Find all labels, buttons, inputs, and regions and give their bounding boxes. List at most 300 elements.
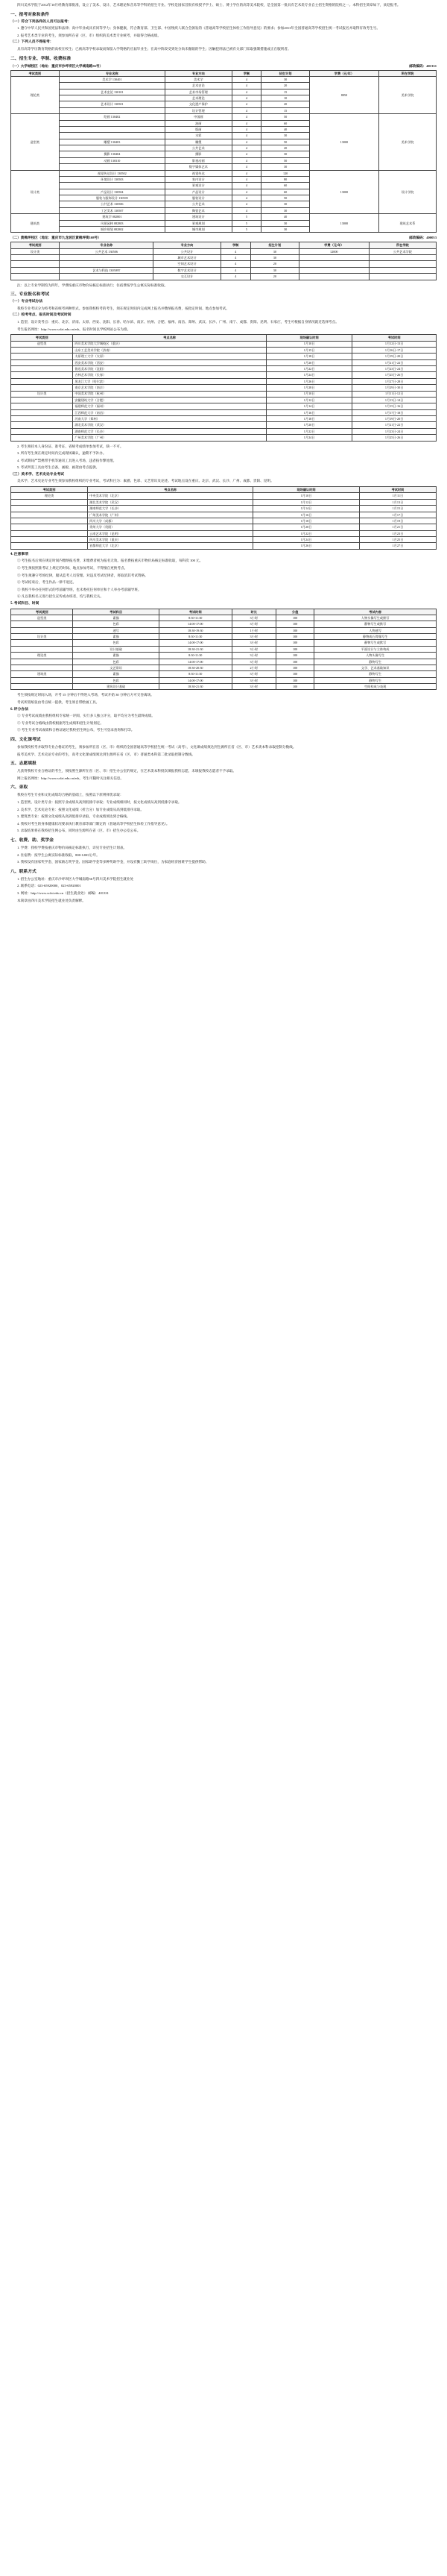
table-cell: 1月11日 (359, 493, 436, 499)
table-cell-plan: 30 (261, 207, 310, 213)
table-cell-years: 4 (232, 95, 261, 101)
table-header-cell: 考试类别 (11, 242, 60, 248)
table-row (11, 416, 437, 422)
table-cell: 4 (221, 267, 250, 273)
table-cell: 3小时 (232, 621, 276, 627)
table-cell-years: 4 (232, 107, 261, 113)
table-cell (11, 640, 73, 646)
table-cell: 14:00-17:00 (159, 621, 232, 627)
table-header-cell: 学费（元/年） (299, 242, 369, 248)
table-cell: 1月15日-16日 (352, 403, 437, 409)
table-cell: 湖南师范大学（长沙） (73, 428, 267, 434)
table-cell: 30 (250, 267, 299, 273)
section-3-p3: 考生报名网址：http://www.scfai.edu.cn/zsb，报名时间以学校网站公布为准。 (17, 327, 131, 331)
table-cell: 色彩 (73, 621, 159, 627)
table-cell-plan: 15 (261, 107, 310, 113)
table-cell: 3小时 (232, 671, 276, 677)
section-5-p1: 考生须按规定时间入场，开考 15 分钟后不得进入考场，考试开始 30 分钟后方可交卷离场。 (17, 693, 154, 697)
table-cell: 公共艺术学院 (369, 248, 436, 254)
intro-paragraph: 四川美术学院于2012年10月经教育部批准，设立了美术、设计、艺术理论和音乐等学科的招生专业。学校是国家首批有权授予学士、硕士、博士学位的高等美术院校，是全国第一批具有艺术类专业自主招生资格的院校之一。本科招生简章如下，欢迎报考。 (17, 3, 401, 7)
table-cell: 1月27日-28日 (352, 378, 437, 384)
table-cell-plan: 30 (261, 226, 310, 232)
table-cell: 8:30-11:30 (159, 615, 232, 621)
campus-2-info (10, 236, 437, 240)
table-cell: 湖北美术学院（武汉） (73, 422, 267, 428)
table-header-cell: 分值 (276, 609, 314, 615)
table-cell: 3小时 (232, 646, 276, 652)
table-cell (11, 506, 88, 512)
table-cell-fee: 13000 (309, 114, 378, 170)
table-row (11, 378, 437, 384)
table-cell-years: 4 (232, 120, 261, 126)
table-header-cell: 考试类别 (11, 335, 73, 341)
section-2-title: 二、招生专业、学制、收费标准 (10, 56, 72, 61)
table-cell: 静物或石膏像写生 (314, 634, 437, 640)
section-6-p2: 1. 造型类、设计类专业：按照专业成绩从高到低排序录取；专业成绩相同时，按文化成绩从高到低排序录取。 (17, 799, 182, 804)
section-3-sub2: （二）校考考点、报名时间及考试时间 (10, 313, 72, 318)
table-row (11, 543, 437, 549)
exam-site-table (10, 334, 437, 441)
campus-2-address: （二）黄桷坪校区（地址：重庆市九龙坡区黄桷坪街108号） (10, 236, 101, 240)
table-cell (11, 499, 88, 505)
table-cell (11, 378, 73, 384)
table-cell: 静物写生或默写 (314, 640, 437, 646)
table-cell: 文学、艺术基础知识 (314, 665, 437, 670)
table-cell: 1月17日 (359, 512, 436, 518)
table-cell (11, 627, 73, 633)
table-cell: 鲁迅美术学院（沈阳） (73, 366, 267, 372)
table-cell: 1月15日 (359, 506, 436, 512)
table-cell: 1月23日-24日 (352, 366, 437, 372)
table-cell: 4 (221, 274, 250, 280)
table-cell-years: 4 (232, 139, 261, 145)
table-cell: 四川美术学院（重庆） (88, 537, 253, 543)
section-4-p1: ① 考生报名后须在规定时间内缴纳报名费，未缴费者视为报名无效。报名费按重庆市物价局核定标准收取，每科次 100 元。 (17, 559, 203, 563)
section-1-title: 一、报考对象和条件 (10, 12, 50, 17)
table-cell: 30 (250, 248, 299, 254)
table-cell: 文艺常识 (73, 665, 159, 670)
table-cell: 太原理工大学（太原） (73, 354, 267, 359)
table-header-cell: 专业名称 (60, 242, 153, 248)
table-cell-direction: 视觉传达 (165, 170, 232, 176)
table-cell-major: 服装与服饰设计 130505 (59, 195, 165, 201)
table-cell (60, 274, 153, 280)
table-cell (11, 428, 73, 434)
table-cell (11, 403, 73, 409)
table-row (11, 391, 437, 397)
table-cell: 1月21日 (359, 524, 436, 530)
table-cell (11, 677, 73, 683)
table-cell: 空间艺术设计 (153, 261, 221, 267)
table-cell (11, 435, 73, 441)
table-cell: 100 (276, 671, 314, 677)
table-cell (11, 524, 88, 530)
table-cell-major: 建筑学 082801 (59, 214, 165, 220)
section-culture-title: 四、文化课考试 (10, 738, 41, 742)
table-cell: 中国美术学院（杭州） (73, 391, 267, 397)
table-cell (11, 397, 73, 403)
table-cell-major (59, 183, 165, 189)
table-cell (11, 274, 60, 280)
table-cell: 平面设计与立体构成 (314, 646, 437, 652)
table-cell (369, 255, 436, 261)
table-row (11, 665, 437, 670)
table-cell: 1月10日 (253, 493, 360, 499)
table-header-cell: 学费（元/年） (309, 70, 378, 76)
table-cell: 4 (221, 255, 250, 261)
exam-schedule-table (10, 609, 437, 691)
section-5-p9: 网上报名网址：http://www.scfai.edu.cn/zsb，考生可随时关注相关信息。 (17, 776, 124, 780)
table-cell-plan: 30 (261, 164, 310, 170)
table-cell: 1月26日 (253, 543, 360, 549)
theory-exam-table (10, 486, 437, 550)
table-cell-plan: 60 (261, 120, 310, 126)
section-6-p4: 3. 建筑类专业：按照文化成绩从高到低排序录取，专业成绩须达到合格线。 (17, 814, 130, 819)
table-cell: 1月24日 (266, 435, 352, 441)
table-cell: 1月24日 (253, 537, 360, 543)
table-cell: 首都师范大学（北京） (88, 543, 253, 549)
table-header-cell: 专业方向 (153, 242, 221, 248)
table-row (11, 640, 437, 646)
table-cell-direction: 产品设计 (165, 189, 232, 195)
table-row (11, 499, 437, 505)
table-cell: 色彩 (73, 677, 159, 683)
section-3b-sub: （三）美术学、艺术史论专业考试 (10, 472, 64, 477)
table-cell: 1月16日-17日 (352, 347, 437, 353)
table-cell: 1月13日-14日 (352, 397, 437, 403)
table-cell: 18:30-21:30 (159, 646, 232, 652)
table-cell: 20 (250, 274, 299, 280)
table-cell-major: 绘画 130402 (59, 114, 165, 120)
table-cell: 理论类 (11, 493, 88, 499)
section-5-p4: ② 专业考试合格线由我校根据考生成绩和招生计划划定。 (17, 720, 104, 725)
table-cell: 静物写生或默写 (314, 621, 437, 627)
table-cell-category: 建筑类 (11, 214, 60, 233)
table-cell (11, 267, 60, 273)
table-cell: 艺术与科技 130509T (60, 267, 153, 273)
table-cell: 黑龙江大学（哈尔滨） (73, 378, 267, 384)
table-cell: 色彩 (73, 640, 159, 646)
table-cell (11, 255, 60, 261)
section-4-p5: ⑤ 我校不举办任何形式的考前辅导班，也未委托任何单位和个人举办考前辅导班。 (17, 587, 142, 591)
table-cell-major: 环境设计 130503 (59, 176, 165, 182)
table-cell-major (59, 120, 165, 126)
table-cell-direction: 服装设计 (165, 195, 232, 201)
section-3b-p2: 3. 所有考生须在规定时间内完成现场确认，逾期不予补办。 (17, 451, 107, 456)
table-cell: 中央美术学院（北京） (88, 493, 253, 499)
table-cell-direction: 室内设计 (165, 176, 232, 182)
table-row (11, 385, 437, 391)
table-cell-direction: 摄影 (165, 151, 232, 157)
table-cell: 静物写生 (314, 677, 437, 683)
section-3b-p5: 美术学、艺术史论专业考生须参加我校组织的专业考试，考试科目为：素描、色彩、文艺常识及论述。考试地点设在重庆、北京、武汉、长沙、广州、成都、贵阳、昆明。 (17, 479, 274, 483)
table-cell: 云南艺术学院（昆明） (88, 530, 253, 536)
table-cell: 交互设计 (153, 274, 221, 280)
table-cell: 设计类 (11, 634, 73, 640)
table-row (11, 684, 437, 690)
table-row (11, 170, 437, 176)
table-cell: 14:00-17:00 (159, 640, 232, 646)
table-row (11, 248, 437, 254)
table-row (11, 627, 437, 633)
table-cell: 福建师范大学（福州） (73, 403, 267, 409)
table-cell: 贵州大学（贵阳） (88, 524, 253, 530)
table-cell (11, 537, 88, 543)
table-cell: 1月12日-13日 (352, 341, 437, 347)
section-6-p3: 2. 美术学、艺术史论专业：按照文化成绩（折合分）加专业成绩从高到低排序录取。 (17, 807, 144, 811)
table-cell: 人物头像写生 (314, 653, 437, 659)
table-cell-years: 4 (232, 133, 261, 139)
section-1-sub2: （二）下列人员不得报考： (10, 40, 54, 45)
table-cell: 城市艺术设计 (153, 255, 221, 261)
table-header-cell: 专业名称 (59, 70, 165, 76)
section-7-p2: 2. 住宿费：按学生公寓实际标准收取，800-1200元/年。 (17, 852, 100, 857)
table-cell-plan: 60 (261, 189, 310, 195)
section-3b-p1: 2. 考生须持本人身份证、准考证、省统考成绩单参加考试，缺一不可。 (17, 444, 124, 448)
table-row (11, 255, 437, 261)
table-row (11, 646, 437, 652)
table-cell-major: 产品设计 130504 (59, 189, 165, 195)
table-cell: 1月28日 (266, 385, 352, 391)
table-header-cell: 考试类别 (11, 609, 73, 615)
table-cell: 1月22日 (253, 530, 360, 536)
table-row (11, 354, 437, 359)
table-cell (60, 255, 153, 261)
document-page (10, 0, 437, 903)
table-cell: 100 (276, 684, 314, 690)
table-cell: 南京艺术学院（南京） (73, 385, 267, 391)
campus-2-zip: 邮政编码：400053 (409, 236, 437, 240)
table-row (11, 403, 437, 409)
table-header-cell: 考试类别 (11, 70, 60, 76)
table-cell (299, 274, 369, 280)
table-cell: 素描 (73, 615, 159, 621)
table-cell (11, 543, 88, 549)
table-cell-direction: 设计管理 (165, 107, 232, 113)
table-row (11, 372, 437, 378)
table-cell: 100 (276, 615, 314, 621)
table-cell: 1月10日 (266, 341, 352, 347)
table-cell: 人物速写 (314, 627, 437, 633)
section-8-p4: 本简章由四川美术学院招生就业处负责解释。 (17, 898, 86, 902)
table-cell: 广州美术学院（广州） (73, 435, 267, 441)
table-cell-direction: 建筑设计 (165, 214, 232, 220)
table-cell: 1月19日-20日 (352, 354, 437, 359)
table-cell-direction: 景观规划 (165, 220, 232, 226)
table-cell: 14:00-17:00 (159, 677, 232, 683)
table-cell-plan: 80 (261, 176, 310, 182)
table-cell (299, 267, 369, 273)
table-cell: 1月17日-18日 (352, 409, 437, 415)
table-cell-plan: 20 (261, 101, 310, 107)
table-cell: 1月12日 (253, 499, 360, 505)
table-row (11, 261, 437, 267)
table-cell-plan: 20 (261, 145, 310, 151)
table-header-cell: 考点名称 (73, 335, 267, 341)
table-cell-years: 4 (232, 151, 261, 157)
table-cell: 公共设计 (153, 248, 221, 254)
table-row (11, 653, 437, 659)
table-cell: 100 (276, 653, 314, 659)
table-cell-plan: 30 (261, 201, 310, 207)
section-5-p8: 凡获得我校专业合格证的考生，须按照生源所在省（区、市）招生办公室的规定，在艺术类本科批次填报我校志愿，未填报我校志愿者不予录取。 (17, 769, 237, 773)
table-cell-direction: 陶瓷艺术 (165, 207, 232, 213)
table-cell: 3小时 (232, 640, 276, 646)
table-cell: 江西师范大学（南昌） (73, 409, 267, 415)
table-cell-college: 建筑艺术系 (378, 214, 436, 233)
table-cell-major (59, 107, 165, 113)
table-cell: 3小时 (232, 634, 276, 640)
table-cell (11, 409, 73, 415)
table-cell: 8:30-11:30 (159, 653, 232, 659)
section-contact-title: 八、联系方式 (10, 869, 37, 874)
table-row (11, 114, 437, 120)
table-row (11, 512, 437, 518)
table-header-cell: 所在学院 (369, 242, 436, 248)
table-row (11, 677, 437, 683)
table-cell: 1月22日 (266, 366, 352, 372)
table-cell-category: 设计类 (11, 170, 60, 214)
table-cell-direction: 影视动画 (165, 157, 232, 163)
table-cell-plan: 30 (261, 133, 310, 139)
table-row (11, 530, 437, 536)
table-header-cell: 现场确认时间 (266, 335, 352, 341)
table-cell: 1月14日 (266, 403, 352, 409)
table-cell: 100 (276, 640, 314, 646)
table-cell: 1月15日 (266, 347, 352, 353)
section-5-p5: ③ 考生专业考试成绩和合格证通过我校招生网公布，考生可登录查询和打印。 (17, 728, 135, 732)
table-cell: 20 (250, 261, 299, 267)
table-cell: 100 (276, 634, 314, 640)
table-cell: 18:30-20:30 (159, 665, 232, 670)
table-header-cell: 考试类别 (11, 487, 88, 493)
table-cell: 设计类 (11, 248, 60, 254)
section-4-p4: ④ 考试结束后，考生作品一律不退还。 (17, 580, 77, 585)
table-cell-fee: 13000 (309, 214, 378, 233)
section-3b-p4: 5. 考试所需工具由考生自备，画板、画架由考点提供。 (17, 465, 100, 470)
table-row (11, 347, 437, 353)
table-cell: 30 (250, 255, 299, 261)
table-cell-direction: 文化遗产保护 (165, 101, 232, 107)
table-row (11, 537, 437, 543)
table-cell: 100 (276, 621, 314, 627)
section-5-p6: 参加我校校考并取得专业合格证的考生，须参加所在省（区、市）组织的全国普通高等学校招生统一考试（高考），文化课成绩须达到生源所在省（区、市）艺术类本科录取控制分数线。 (17, 745, 297, 749)
table-cell: 广州美术学院（广州） (88, 512, 253, 518)
table-cell: 18:30-19:30 (159, 627, 232, 633)
table-cell: 3小时 (232, 659, 276, 665)
table-cell-category: 理论类 (11, 76, 60, 113)
table-cell: 静物写生 (314, 659, 437, 665)
table-cell-major (59, 164, 165, 170)
section-7-p1: 1. 学费：我校学费按重庆市物价局核定标准执行，详见专业招生计划表。 (17, 845, 127, 849)
table-cell-college: 设计学院 (378, 170, 436, 214)
table-cell-fee: 13000 (309, 170, 378, 214)
table-cell: 1月20日 (266, 359, 352, 365)
table-row (11, 409, 437, 415)
table-cell: 8:30-11:30 (159, 671, 232, 677)
table-cell-plan: 30 (261, 151, 310, 157)
section-1-p3: 具有高等学历教育资格的高校在校生；已被高等学校录取而保留入学资格的应届毕业生；在高中阶段受到处分尚未撤销的学生；因触犯刑法已被有关部门采取强制措施或正在服刑者。 (17, 46, 291, 51)
section-6-p5: 4. 我校对考生的身体健康状况要求执行教育部等部门制定的《普通高等学校招生体检工作指导意见》。 (17, 821, 170, 826)
table-cell-plan: 50 (261, 139, 310, 145)
table-cell (11, 659, 73, 665)
table-cell (11, 646, 73, 652)
table-header-cell: 考试时间 (359, 487, 436, 493)
table-cell-years: 4 (232, 114, 261, 120)
section-1-p1: 1. 遵守中华人民共和国宪法和法律；高中毕业或具有同等学力；身体健康，符合教育部、卫生部、中国残疾人联合会颁发的《普通高等学校招生体检工作指导意见》的要求；参加2013年全国普通高等学校招生统一考试报名并取得有效考生号。 (17, 26, 380, 31)
table-row (11, 422, 437, 428)
section-3-title: 三、专业报名和考试 (10, 292, 50, 298)
table-cell-years: 4 (232, 101, 261, 107)
table-cell (11, 366, 73, 372)
table-cell: 造型类 (11, 615, 73, 621)
table-header-cell: 学制 (221, 242, 250, 248)
table-row (11, 506, 437, 512)
table-cell (11, 347, 73, 353)
table-cell-plan: 40 (261, 214, 310, 220)
table-cell-direction: 景观设计 (165, 183, 232, 189)
table-cell-direction: 油画 (165, 120, 232, 126)
table-cell-years: 4 (232, 157, 261, 163)
table-cell: 建筑设计基础 (73, 684, 159, 690)
table-cell-direction: 艺术史论 (165, 83, 232, 89)
table-cell (11, 422, 73, 428)
table-cell: 3小时 (232, 615, 276, 621)
section-4-title: 4. 注意事项 (10, 552, 28, 556)
table-cell: 色彩 (73, 659, 159, 665)
table-cell: 100 (276, 646, 314, 652)
table-cell-major (59, 95, 165, 101)
table-cell-plan: 10 (261, 95, 310, 101)
section-1-sub1: （一）符合下列条件的人员可以报考： (10, 19, 72, 24)
table-cell: 西安美术学院（西安） (73, 359, 267, 365)
table-cell-direction: 版画 (165, 126, 232, 132)
table-header-cell: 学制 (232, 70, 261, 76)
section-3b-p3: 4. 考试期间严禁携带手机等通讯工具进入考场，违者按作弊处理。 (17, 458, 117, 462)
table-cell-plan: 60 (261, 183, 310, 189)
table-cell (11, 372, 73, 378)
table-cell (11, 518, 88, 524)
table-row (11, 359, 437, 365)
table-cell-category: 造型类 (11, 114, 60, 170)
table-cell: 1月14日 (253, 506, 360, 512)
table-cell: 素描 (73, 634, 159, 640)
table-cell: 1月16日 (253, 512, 360, 518)
table-cell-major: 艺术设计 130501 (59, 101, 165, 107)
section-5-p2: 考试所需纸张由考点统一提供，考生须自带绘画工具。 (17, 700, 100, 705)
table-cell: 1月26日 (266, 378, 352, 384)
section-admission-title: 六、录取 (10, 785, 28, 791)
table-cell-years: 5 (232, 220, 261, 226)
table-cell-years: 4 (232, 164, 261, 170)
table-row (11, 518, 437, 524)
table-cell (299, 261, 369, 267)
section-8-p2: 2. 联系电话：023-65920000，023-65920001 (17, 884, 81, 888)
table-cell: 1月18日 (266, 416, 352, 422)
table-cell: 四川大学（成都） (88, 518, 253, 524)
table-cell: 4 (221, 261, 250, 267)
table-header-cell: 专业方向 (165, 70, 232, 76)
table-header-cell: 考试科目 (73, 609, 159, 615)
table-cell-years: 4 (232, 89, 261, 95)
table-cell (11, 359, 73, 365)
table-row (11, 634, 437, 640)
table-row (11, 267, 437, 273)
table-cell-plan: 30 (261, 220, 310, 226)
section-1-p2: 2. 报考艺术类专业的考生，须参加所在省（区、市）组织的美术类专业统考，并取得合格成绩。 (17, 33, 161, 37)
table-row (11, 341, 437, 347)
table-cell (60, 261, 153, 267)
